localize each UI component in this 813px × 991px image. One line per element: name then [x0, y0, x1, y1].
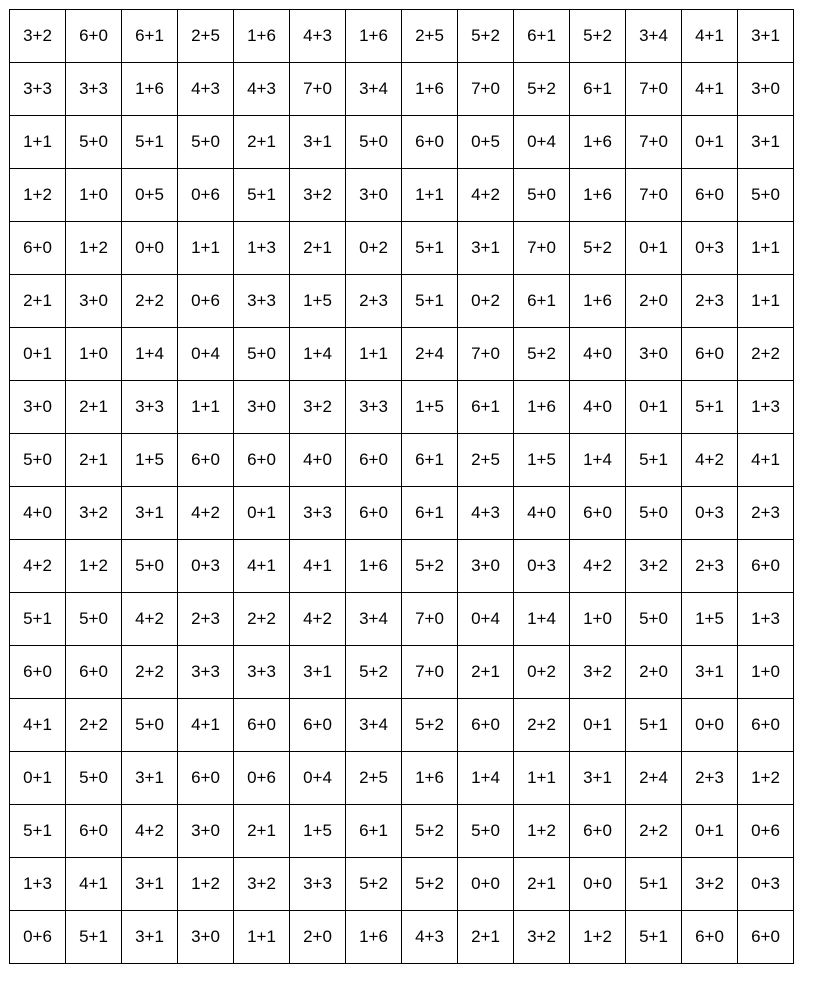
grid-cell: 1+1 [178, 222, 234, 275]
grid-cell: 2+2 [122, 275, 178, 328]
grid-row [10, 63, 794, 116]
grid-cell: 6+1 [402, 487, 458, 540]
grid-cell: 3+1 [738, 10, 794, 63]
grid-cell: 0+3 [738, 858, 794, 911]
grid-cell: 5+2 [570, 10, 626, 63]
grid-cell: 1+6 [514, 381, 570, 434]
grid-cell: 1+1 [178, 381, 234, 434]
grid-cell: 1+4 [570, 434, 626, 487]
grid-cell: 3+1 [122, 858, 178, 911]
grid-cell: 5+2 [402, 699, 458, 752]
grid-cell: 0+2 [458, 275, 514, 328]
grid-cell: 1+6 [346, 540, 402, 593]
grid-cell: 3+3 [290, 858, 346, 911]
grid-cell: 1+6 [234, 10, 290, 63]
grid-cell: 3+3 [178, 646, 234, 699]
grid-cell: 5+2 [402, 858, 458, 911]
grid-cell: 1+0 [570, 593, 626, 646]
grid-cell: 2+5 [458, 434, 514, 487]
grid-cell: 5+2 [346, 858, 402, 911]
grid-cell: 3+3 [66, 63, 122, 116]
grid-cell: 5+1 [234, 169, 290, 222]
grid-cell: 2+4 [626, 752, 682, 805]
grid-cell: 5+2 [570, 222, 626, 275]
grid-cell: 0+4 [290, 752, 346, 805]
grid-cell: 5+0 [626, 487, 682, 540]
grid-cell: 1+2 [66, 222, 122, 275]
grid-cell: 2+1 [514, 858, 570, 911]
grid-cell: 1+6 [402, 63, 458, 116]
grid-cell: 3+1 [570, 752, 626, 805]
grid-cell: 3+1 [122, 487, 178, 540]
grid-cell: 0+3 [682, 222, 738, 275]
grid-row [10, 540, 794, 593]
grid-cell: 6+1 [514, 275, 570, 328]
grid-cell: 5+1 [66, 911, 122, 964]
grid-cell: 1+6 [346, 10, 402, 63]
grid-cell: 4+1 [66, 858, 122, 911]
grid-cell: 2+0 [626, 646, 682, 699]
grid-cell: 6+0 [738, 540, 794, 593]
grid-row [10, 646, 794, 699]
grid-cell: 2+1 [10, 275, 66, 328]
grid-cell: 5+2 [346, 646, 402, 699]
grid-cell: 1+6 [570, 275, 626, 328]
grid-cell: 1+5 [682, 593, 738, 646]
grid-row [10, 275, 794, 328]
grid-cell: 7+0 [626, 116, 682, 169]
grid-cell: 1+2 [738, 752, 794, 805]
grid-cell: 5+0 [514, 169, 570, 222]
grid-cell: 1+0 [738, 646, 794, 699]
grid-cell: 5+0 [66, 116, 122, 169]
grid-cell: 2+3 [346, 275, 402, 328]
grid-cell: 5+0 [122, 699, 178, 752]
grid-cell: 3+2 [290, 169, 346, 222]
grid-cell: 4+2 [10, 540, 66, 593]
grid-cell: 5+2 [514, 328, 570, 381]
grid-cell: 6+0 [682, 169, 738, 222]
grid-cell: 6+0 [346, 434, 402, 487]
grid-cell: 6+0 [346, 487, 402, 540]
grid-cell: 0+3 [682, 487, 738, 540]
grid-cell: 1+4 [122, 328, 178, 381]
grid-cell: 5+2 [402, 540, 458, 593]
grid-cell: 1+3 [10, 858, 66, 911]
grid-cell: 0+1 [570, 699, 626, 752]
grid-cell: 2+2 [66, 699, 122, 752]
grid-cell: 1+3 [234, 222, 290, 275]
grid-cell: 3+1 [290, 116, 346, 169]
grid-cell: 5+0 [346, 116, 402, 169]
grid-cell: 6+0 [10, 646, 66, 699]
grid-cell: 1+4 [290, 328, 346, 381]
grid-cell: 5+0 [178, 116, 234, 169]
addition-facts-grid [9, 9, 794, 964]
grid-cell: 3+1 [122, 911, 178, 964]
grid-cell: 0+6 [10, 911, 66, 964]
grid-cell: 2+3 [178, 593, 234, 646]
grid-cell: 4+3 [178, 63, 234, 116]
grid-cell: 4+0 [514, 487, 570, 540]
grid-cell: 3+2 [234, 858, 290, 911]
grid-cell: 3+1 [458, 222, 514, 275]
grid-cell: 4+1 [682, 10, 738, 63]
grid-cell: 1+6 [346, 911, 402, 964]
grid-cell: 3+0 [66, 275, 122, 328]
grid-cell: 0+1 [10, 328, 66, 381]
grid-row [10, 116, 794, 169]
grid-row [10, 328, 794, 381]
grid-cell: 3+0 [234, 381, 290, 434]
grid-cell: 4+1 [234, 540, 290, 593]
grid-cell: 6+0 [234, 434, 290, 487]
grid-cell: 7+0 [290, 63, 346, 116]
grid-cell: 0+4 [458, 593, 514, 646]
grid-cell: 1+1 [738, 222, 794, 275]
grid-cell: 2+1 [458, 646, 514, 699]
grid-cell: 0+4 [178, 328, 234, 381]
grid-cell: 5+0 [738, 169, 794, 222]
grid-cell: 4+0 [570, 328, 626, 381]
grid-cell: 3+4 [346, 593, 402, 646]
grid-cell: 0+1 [234, 487, 290, 540]
grid-cell: 2+1 [458, 911, 514, 964]
grid-cell: 7+0 [402, 646, 458, 699]
grid-cell: 2+5 [178, 10, 234, 63]
grid-cell: 4+0 [290, 434, 346, 487]
grid-cell: 3+3 [10, 63, 66, 116]
grid-cell: 3+3 [290, 487, 346, 540]
grid-cell: 2+4 [402, 328, 458, 381]
grid-cell: 4+2 [570, 540, 626, 593]
grid-cell: 1+6 [570, 169, 626, 222]
grid-cell: 0+1 [10, 752, 66, 805]
grid-cell: 5+0 [122, 540, 178, 593]
grid-cell: 4+3 [290, 10, 346, 63]
grid-cell: 2+2 [738, 328, 794, 381]
grid-row [10, 593, 794, 646]
grid-row [10, 752, 794, 805]
grid-cell: 3+3 [234, 646, 290, 699]
grid-cell: 3+3 [234, 275, 290, 328]
grid-cell: 0+6 [178, 275, 234, 328]
grid-cell: 4+0 [10, 487, 66, 540]
grid-cell: 2+2 [234, 593, 290, 646]
grid-cell: 0+4 [514, 116, 570, 169]
grid-cell: 3+4 [626, 10, 682, 63]
grid-row [10, 381, 794, 434]
grid-cell: 2+2 [122, 646, 178, 699]
grid-cell: 6+0 [290, 699, 346, 752]
grid-cell: 1+2 [66, 540, 122, 593]
grid-cell: 1+4 [514, 593, 570, 646]
grid-cell: 2+3 [682, 752, 738, 805]
grid-cell: 2+3 [682, 275, 738, 328]
grid-cell: 3+2 [626, 540, 682, 593]
grid-cell: 0+5 [122, 169, 178, 222]
grid-cell: 0+1 [626, 381, 682, 434]
grid-cell: 6+0 [66, 10, 122, 63]
grid-cell: 4+1 [10, 699, 66, 752]
grid-cell: 2+2 [514, 699, 570, 752]
grid-cell: 3+0 [10, 381, 66, 434]
grid-cell: 4+1 [682, 63, 738, 116]
grid-row [10, 487, 794, 540]
grid-cell: 5+0 [234, 328, 290, 381]
grid-cell: 5+1 [402, 222, 458, 275]
grid-cell: 0+0 [458, 858, 514, 911]
grid-cell: 4+2 [458, 169, 514, 222]
grid-cell: 6+0 [458, 699, 514, 752]
grid-cell: 3+0 [458, 540, 514, 593]
grid-row [10, 169, 794, 222]
grid-cell: 5+0 [66, 752, 122, 805]
grid-cell: 2+0 [290, 911, 346, 964]
grid-row [10, 699, 794, 752]
grid-cell: 5+2 [402, 805, 458, 858]
grid-cell: 1+1 [346, 328, 402, 381]
grid-cell: 1+0 [66, 169, 122, 222]
grid-cell: 3+2 [290, 381, 346, 434]
grid-cell: 5+1 [626, 911, 682, 964]
grid-cell: 1+5 [290, 805, 346, 858]
grid-cell: 5+1 [682, 381, 738, 434]
grid-cell: 4+1 [290, 540, 346, 593]
grid-cell: 5+2 [458, 10, 514, 63]
grid-cell: 6+0 [738, 911, 794, 964]
grid-cell: 5+1 [402, 275, 458, 328]
grid-cell: 3+4 [346, 699, 402, 752]
grid-cell: 0+3 [514, 540, 570, 593]
grid-cell: 3+4 [346, 63, 402, 116]
grid-cell: 6+0 [738, 699, 794, 752]
grid-cell: 2+1 [66, 381, 122, 434]
grid-cell: 4+2 [122, 805, 178, 858]
grid-cell: 1+6 [402, 752, 458, 805]
grid-row [10, 10, 794, 63]
grid-cell: 4+2 [290, 593, 346, 646]
grid-cell: 2+1 [234, 805, 290, 858]
grid-cell: 1+1 [514, 752, 570, 805]
grid-cell: 3+1 [682, 646, 738, 699]
grid-cell: 3+0 [626, 328, 682, 381]
grid-cell: 7+0 [458, 63, 514, 116]
grid-cell: 3+1 [290, 646, 346, 699]
grid-cell: 0+0 [682, 699, 738, 752]
grid-cell: 3+2 [682, 858, 738, 911]
grid-cell: 6+0 [682, 911, 738, 964]
grid-cell: 6+0 [66, 646, 122, 699]
grid-cell: 6+0 [178, 752, 234, 805]
grid-cell: 7+0 [514, 222, 570, 275]
grid-cell: 6+0 [10, 222, 66, 275]
grid-cell: 4+3 [402, 911, 458, 964]
grid-cell: 5+1 [626, 699, 682, 752]
grid-cell: 6+0 [66, 805, 122, 858]
grid-cell: 6+0 [234, 699, 290, 752]
grid-cell: 0+6 [738, 805, 794, 858]
grid-cell: 6+0 [570, 805, 626, 858]
grid-cell: 2+3 [682, 540, 738, 593]
grid-cell: 1+5 [514, 434, 570, 487]
grid-cell: 5+1 [10, 593, 66, 646]
grid-cell: 3+2 [10, 10, 66, 63]
grid-row [10, 911, 794, 964]
grid-cell: 0+5 [458, 116, 514, 169]
grid-cell: 4+2 [122, 593, 178, 646]
grid-cell: 6+1 [458, 381, 514, 434]
grid-cell: 5+1 [10, 805, 66, 858]
grid-cell: 1+3 [738, 381, 794, 434]
grid-cell: 3+3 [346, 381, 402, 434]
grid-cell: 3+2 [66, 487, 122, 540]
grid-cell: 0+0 [570, 858, 626, 911]
grid-cell: 6+1 [122, 10, 178, 63]
grid-cell: 2+5 [346, 752, 402, 805]
grid-cell: 0+1 [682, 805, 738, 858]
grid-cell: 4+3 [234, 63, 290, 116]
grid-cell: 1+0 [66, 328, 122, 381]
grid-cell: 7+0 [626, 63, 682, 116]
grid-cell: 0+2 [346, 222, 402, 275]
grid-cell: 6+1 [514, 10, 570, 63]
grid-cell: 3+0 [178, 805, 234, 858]
grid-cell: 6+1 [346, 805, 402, 858]
grid-cell: 3+2 [514, 911, 570, 964]
grid-cell: 1+1 [402, 169, 458, 222]
grid-cell: 5+0 [10, 434, 66, 487]
grid-cell: 0+0 [122, 222, 178, 275]
grid-cell: 1+1 [738, 275, 794, 328]
grid-cell: 2+5 [402, 10, 458, 63]
grid-cell: 5+2 [514, 63, 570, 116]
grid-cell: 6+0 [178, 434, 234, 487]
grid-cell: 0+6 [178, 169, 234, 222]
grid-cell: 1+6 [122, 63, 178, 116]
grid-cell: 1+4 [458, 752, 514, 805]
grid-cell: 4+2 [178, 487, 234, 540]
grid-cell: 2+0 [626, 275, 682, 328]
grid-body [10, 10, 794, 964]
grid-cell: 7+0 [626, 169, 682, 222]
grid-cell: 2+1 [66, 434, 122, 487]
grid-cell: 0+3 [178, 540, 234, 593]
grid-cell: 3+0 [738, 63, 794, 116]
grid-cell: 6+0 [570, 487, 626, 540]
grid-cell: 0+1 [682, 116, 738, 169]
grid-cell: 5+0 [626, 593, 682, 646]
grid-cell: 7+0 [402, 593, 458, 646]
grid-cell: 4+1 [738, 434, 794, 487]
grid-cell: 4+3 [458, 487, 514, 540]
grid-cell: 3+1 [738, 116, 794, 169]
grid-row [10, 858, 794, 911]
grid-cell: 5+1 [626, 858, 682, 911]
grid-cell: 1+2 [570, 911, 626, 964]
grid-cell: 1+2 [178, 858, 234, 911]
grid-cell: 1+5 [402, 381, 458, 434]
grid-cell: 2+1 [234, 116, 290, 169]
grid-cell: 1+1 [234, 911, 290, 964]
grid-cell: 4+1 [178, 699, 234, 752]
grid-cell: 5+1 [122, 116, 178, 169]
grid-cell: 4+0 [570, 381, 626, 434]
grid-cell: 6+1 [570, 63, 626, 116]
grid-cell: 1+5 [290, 275, 346, 328]
grid-row [10, 434, 794, 487]
grid-cell: 1+2 [10, 169, 66, 222]
grid-cell: 3+2 [570, 646, 626, 699]
grid-cell: 0+1 [626, 222, 682, 275]
grid-cell: 0+2 [514, 646, 570, 699]
grid-cell: 1+2 [514, 805, 570, 858]
grid-cell: 4+2 [682, 434, 738, 487]
grid-cell: 7+0 [458, 328, 514, 381]
grid-cell: 1+5 [122, 434, 178, 487]
grid-cell: 1+1 [10, 116, 66, 169]
grid-cell: 0+6 [234, 752, 290, 805]
grid-cell: 3+3 [122, 381, 178, 434]
grid-cell: 3+0 [178, 911, 234, 964]
grid-cell: 5+1 [626, 434, 682, 487]
grid-cell: 5+0 [66, 593, 122, 646]
grid-cell: 6+1 [402, 434, 458, 487]
grid-cell: 1+3 [738, 593, 794, 646]
grid-cell: 5+0 [458, 805, 514, 858]
grid-cell: 1+6 [570, 116, 626, 169]
grid-row [10, 222, 794, 275]
grid-row [10, 805, 794, 858]
grid-cell: 6+0 [402, 116, 458, 169]
grid-cell: 3+1 [122, 752, 178, 805]
grid-cell: 3+0 [346, 169, 402, 222]
grid-cell: 6+0 [682, 328, 738, 381]
grid-cell: 2+2 [626, 805, 682, 858]
grid-cell: 2+3 [738, 487, 794, 540]
grid-cell: 2+1 [290, 222, 346, 275]
